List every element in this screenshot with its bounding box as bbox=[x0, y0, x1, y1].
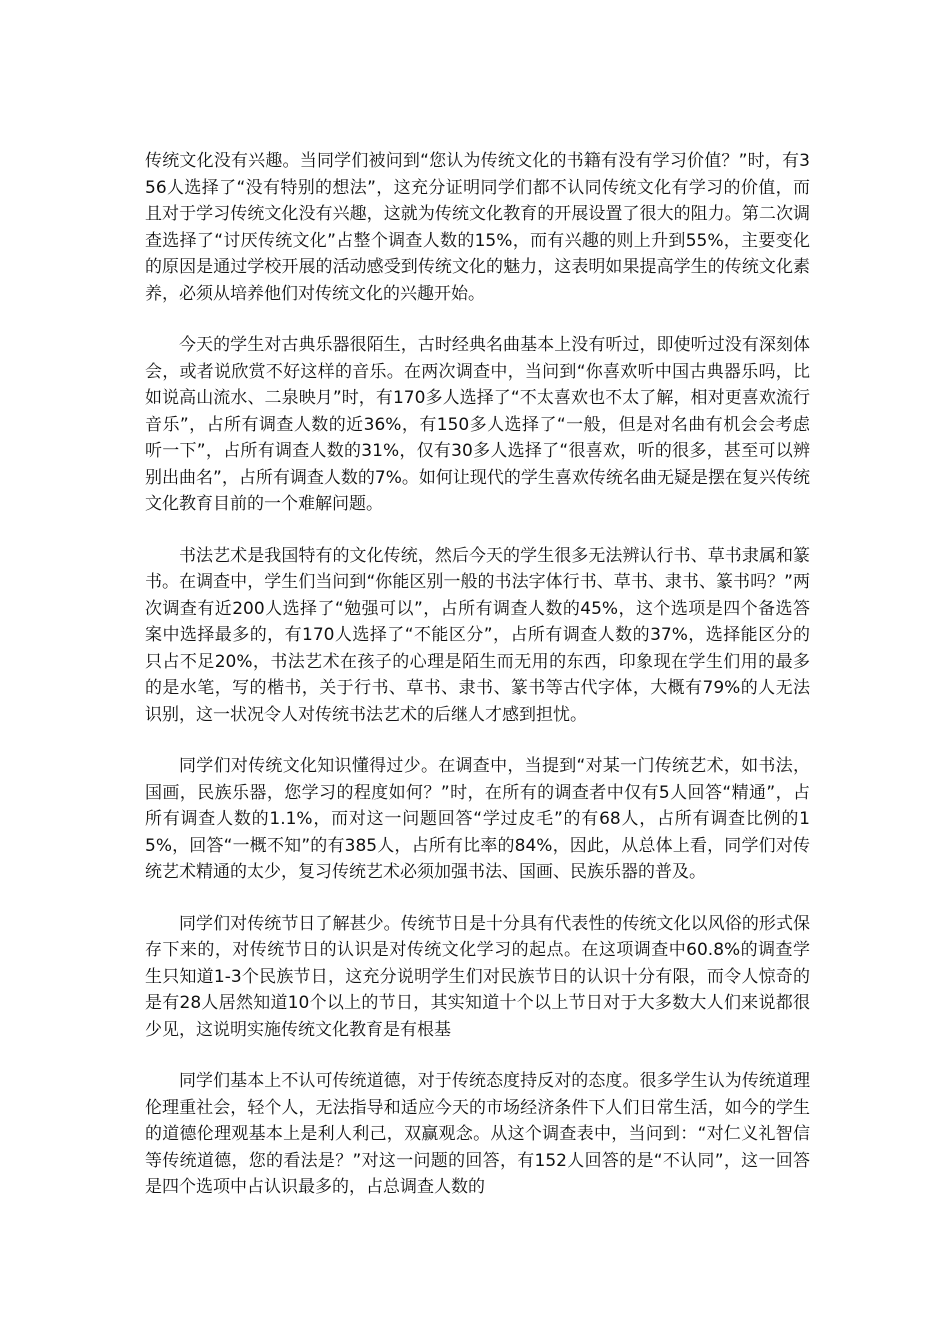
paragraph-3: 书法艺术是我国特有的文化传统，然后今天的学生很多无法辨认行书、草书隶属和篆书。在调查中，学生们当问到“你能区别一般的书法字体行书、草书、隶书、篆书吗？”两次调查有近200人选择了“勉强可以”，占所有调查人数的45%，这个选项是四个备选答案中选择最多的，有170人选择了“不能区分”，占所有调查人数的37%，选择能区分的只占不足20%，书法艺术在孩子的心理是陌生而无用的东西，印象现在学生们用的最多的是水笔，写的楷书，关于行书、草书、隶书、篆书等古代字体，大概有79%的人无法识别，这一状况令人对传统书法艺术的后继人才感到担忧。 bbox=[145, 545, 810, 725]
paragraph-4: 同学们对传统文化知识懂得过少。在调查中，当提到“对某一门传统艺术，如书法，国画，民族乐器，您学习的程度如何？”时，在所有的调查者中仅有5人回答“精通”，占所有调查人数的1.1%，而对这一问题回答“学过皮毛”的有68人，占所有调查比例的15%，回答“一概不知”的有385人，占所有比率的84%，因此，从总体上看，同学们对传统艺术精通的太少，复习传统艺术必须加强书法、国画、民族乐器的普及。 bbox=[145, 756, 810, 882]
paragraph-5: 同学们对传统节日了解甚少。传统节日是十分具有代表性的传统文化以风俗的形式保存下来的，对传统节日的认识是对传统文化学习的起点。在这项调查中60.8%的调查学生只知道1-3个民族节日，这充分说明学生们对民族节日的认识十分有限，而令人惊奇的是有28人居然知道10个以上的节日，其实知道十个以上节日对于大多数大人们来说都很少见，这说明实施传统文化教育是有根基 bbox=[145, 913, 810, 1040]
paragraph-6: 同学们基本上不认可传统道德，对于传统态度持反对的态度。很多学生认为传统道理伦理重社会，轻个人，无法指导和适应今天的市场经济条件下人们日常生活，如今的学生的道德伦理观基本上是利人利己，双赢观念。从这个调查表中，当问到：“对仁义礼智信等传统道德，您的看法是？”对这一问题的回答，有152人回答的是“不认同”，这一回答是四个选项中占认识最多的，占总调查人数的 bbox=[145, 1071, 810, 1197]
paragraph-1: 传统文化没有兴趣。当同学们被问到“您认为传统文化的书籍有没有学习价值？”时，有356人选择了“没有特别的想法”，这充分证明同学们都不认同传统文化有学习的价值，而且对于学习传统文化没有兴趣，这就为传统文化教育的开展设置了很大的阻力。第二次调查选择了“讨厌传统文化”占整个调查人数的15%，而有兴趣的则上升到55%，主要变化的原因是通过学校开展的活动感受到传统文化的魅力，这表明如果提高学生的传统文化素养，必须从培养他们对传统文化的兴趣开始。 bbox=[145, 151, 810, 304]
document-body bbox=[145, 148, 810, 1226]
paragraph-2: 今天的学生对古典乐器很陌生，古时经典名曲基本上没有听过，即使听过没有深刻体会，或者说欣赏不好这样的音乐。在两次调查中，当问到“你喜欢听中国古典器乐吗，比如说高山流水、二泉映月”时，有170多人选择了“不太喜欢也不太了解，相对更喜欢流行音乐”，占所有调查人数的近36%，有150多人选择了“一般，但是对名曲有机会会考虑听一下”，占所有调查人数的31%，仅有30多人选择了“很喜欢，听的很多，甚至可以辨别出曲名”，占所有调查人数的7%。如何让现代的学生喜欢传统名曲无疑是摆在复兴传统文化教育目前的一个难解问题。 bbox=[145, 335, 810, 514]
